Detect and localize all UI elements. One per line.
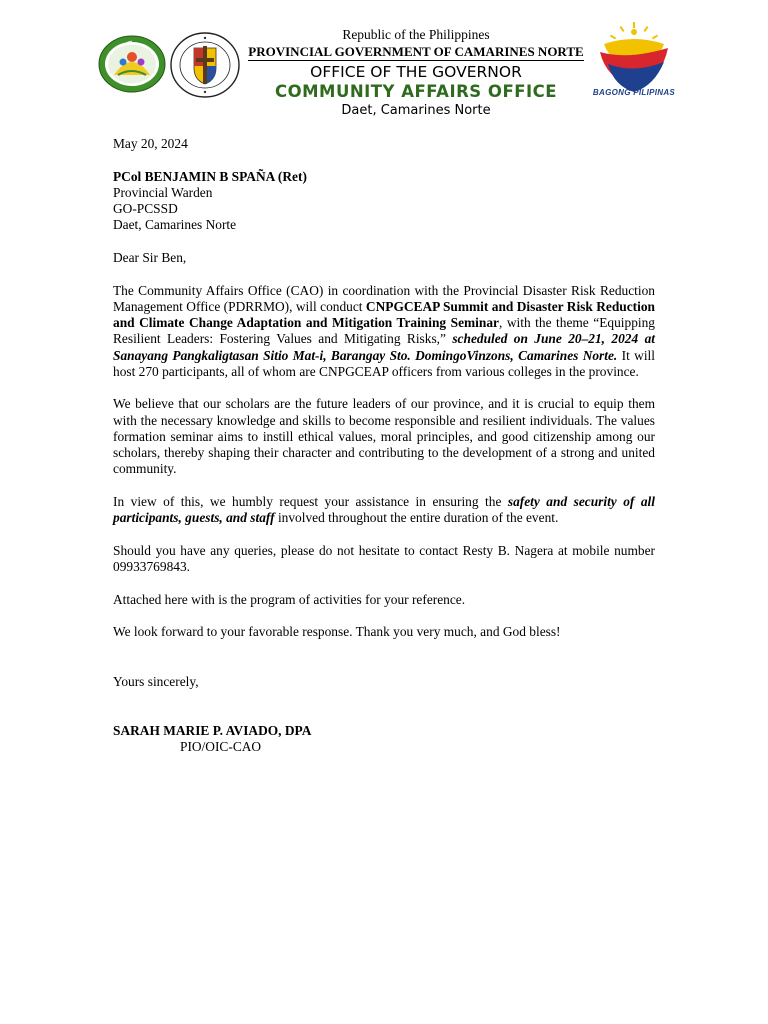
event-title: CNPGCEAP Summit and Disaster Risk Reduction and Climate Change Adaptation and Mitigation Training Seminar <box>113 298 655 331</box>
event-participants: It will host 270 participants, all of whom are CNPGCEAP officers from various colleges in the province. <box>113 347 655 379</box>
community-affairs-office-seal <box>98 35 166 93</box>
event-schedule: scheduled on June 20–21, 2024 at Sanayang Pangkaligtasan Sitio Mat-i, Barangay Sto. DomingoVinzons, Camarines Norte. <box>113 331 655 363</box>
recipient-title: Provincial Warden <box>113 184 213 200</box>
recipient-address: Daet, Camarines Norte <box>113 217 237 233</box>
paragraph-event-intro: The Community Affairs Office (CAO) in coordination with the Provincial Disaster Risk Reduction Management Office (PDRRMO), will conduct <box>113 282 655 314</box>
signatory-name: SARAH MARIE P. AVIADO, DPA <box>113 722 312 738</box>
recipient-block <box>113 169 655 234</box>
paragraph-request <box>113 494 655 526</box>
location-line: Daet, Camarines Norte <box>341 103 491 118</box>
office-of-governor-line: OFFICE OF THE GOVERNOR <box>310 63 522 81</box>
closing: Yours sincerely, <box>113 673 199 689</box>
paragraph-thanks: We look forward to your favorable response. Thank you very much, and God bless! <box>113 624 561 640</box>
letter-body <box>113 136 655 755</box>
bagong-pilipinas-text: BAGONG PILIPINAS <box>592 88 676 97</box>
provincial-government-line: PROVINCIAL GOVERNMENT OF CAMARINES NORTE <box>248 44 584 59</box>
paragraph-attachment: Attached here with is the program of activities for your reference. <box>113 591 466 607</box>
request-outro: involved throughout the entire duration of the event. <box>274 510 559 526</box>
salutation: Dear Sir Ben, <box>113 250 187 266</box>
letter-date: May 20, 2024 <box>113 136 188 151</box>
recipient-name: PCol BENJAMIN B SPAÑA (Ret) <box>113 168 307 184</box>
letterhead-text <box>246 26 586 119</box>
event-theme: , with the theme “Equipping Resilient Leaders: Fostering Values and Mitigating Risks,” <box>113 315 655 347</box>
request-intro: In view of this, we humbly request your assistance in ensuring the <box>113 493 508 509</box>
provincial-seal <box>170 32 240 98</box>
republic-line: Republic of the Philippines <box>342 27 490 42</box>
paragraph-contact: Should you have any queries, please do not hesitate to contact Resty B. Nagera at mobile number 09933769843. <box>113 542 655 575</box>
letterhead <box>0 0 768 125</box>
community-affairs-office-line: COMMUNITY AFFAIRS OFFICE <box>274 82 558 101</box>
recipient-office: GO-PCSSD <box>113 201 178 217</box>
paragraph-event <box>113 283 655 380</box>
signatory-title: PIO/OIC-CAO <box>180 739 262 755</box>
request-emphasis: safety and security of all participants, guests, and staff <box>113 493 655 526</box>
paragraph-scholars: We believe that our scholars are the future leaders of our province, and it is crucial to equip them with the necessary knowledge and skills to become responsible and resilient individuals. The values formation seminar aims to instill ethical values, moral principles, and good citizenship among our scholars, thereby shaping their character and contributing to the development of a strong and united community. <box>113 396 655 477</box>
